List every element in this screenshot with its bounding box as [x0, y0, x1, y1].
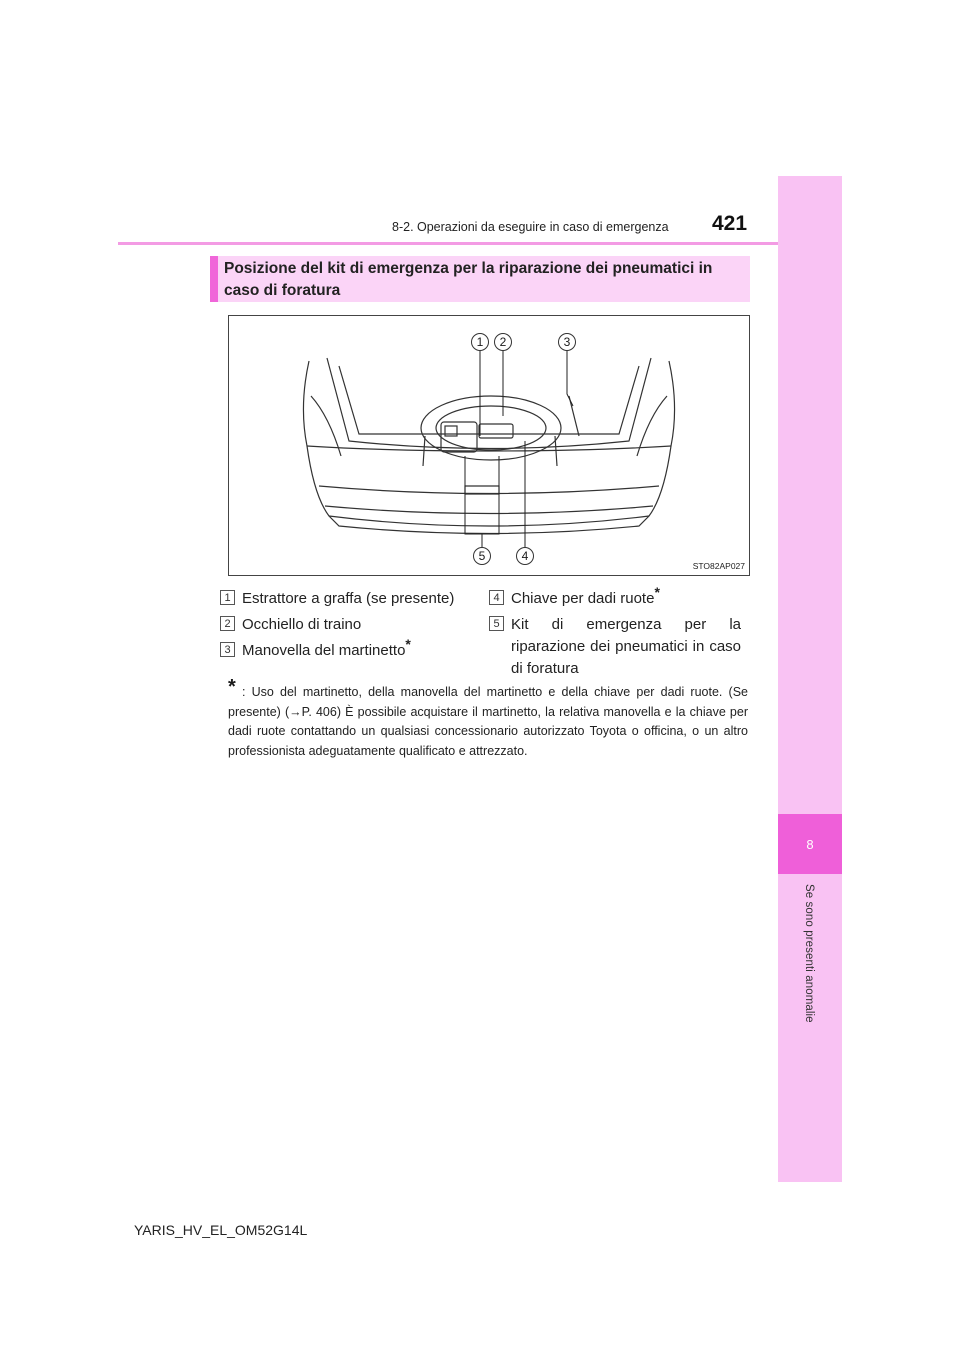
callout-1: 1 [471, 333, 489, 351]
legend-star-3: * [405, 636, 411, 652]
legend-number-2: 2 [220, 616, 235, 631]
legend-number-4: 4 [489, 590, 504, 605]
callout-5: 5 [473, 547, 491, 565]
document-code: YARIS_HV_EL_OM52G14L [134, 1222, 308, 1238]
trunk-illustration [228, 315, 750, 576]
chapter-number: 8 [778, 814, 842, 874]
callout-4: 4 [516, 547, 534, 565]
heading-accent-bar [210, 256, 218, 302]
car-trunk-drawing [229, 316, 749, 575]
footnote-text: : Uso del martinetto, della manovella del martinetto e della chiave per dadi ruote. (Se presente) (→P. 406) È possibile acquistare il martinetto, la relativa manovella e la chiave per dadi ruote contattando un qualsiasi concessionario autorizzato Toyota o officina, o un altro professionista adeguatamente qualificato e attrezzato. [228, 685, 748, 758]
page-number: 421 [712, 212, 748, 235]
figure-code: STO82AP027 [692, 561, 745, 571]
callout-3: 3 [558, 333, 576, 351]
chapter-label: Se sono presenti anomalie [803, 884, 815, 1023]
legend-item-1 [242, 588, 454, 610]
legend-text-1: Estrattore a graffa (se presente) [242, 590, 455, 607]
section-title: 8-2. Operazioni da eseguire in caso di emergenza [392, 220, 669, 234]
legend-text-4: Chiave per dadi ruote [511, 590, 655, 607]
legend-text-3: Manovella del martinetto [242, 642, 406, 659]
callout-2: 2 [494, 333, 512, 351]
legend-number-1: 1 [220, 590, 235, 605]
legend-item-4 [511, 584, 660, 610]
legend-item-2 [242, 614, 361, 636]
legend-star-4: * [654, 584, 660, 600]
chapter-side-tab [778, 176, 842, 1182]
header-rule [118, 242, 778, 245]
legend-text-5: Kit di emergenza per la riparazione dei pneumatici in caso di foratura [511, 616, 741, 677]
footnote [228, 683, 748, 761]
legend-item-3 [242, 636, 411, 662]
section-heading: Posizione del kit di emergenza per la riparazione dei pneumatici in caso di foratura [224, 260, 713, 299]
legend-number-3: 3 [220, 642, 235, 657]
legend-number-5: 5 [489, 616, 504, 631]
legend-text-2: Occhiello di traino [242, 616, 362, 633]
legend-item-5 [511, 614, 741, 680]
note-marker: * [228, 676, 236, 698]
